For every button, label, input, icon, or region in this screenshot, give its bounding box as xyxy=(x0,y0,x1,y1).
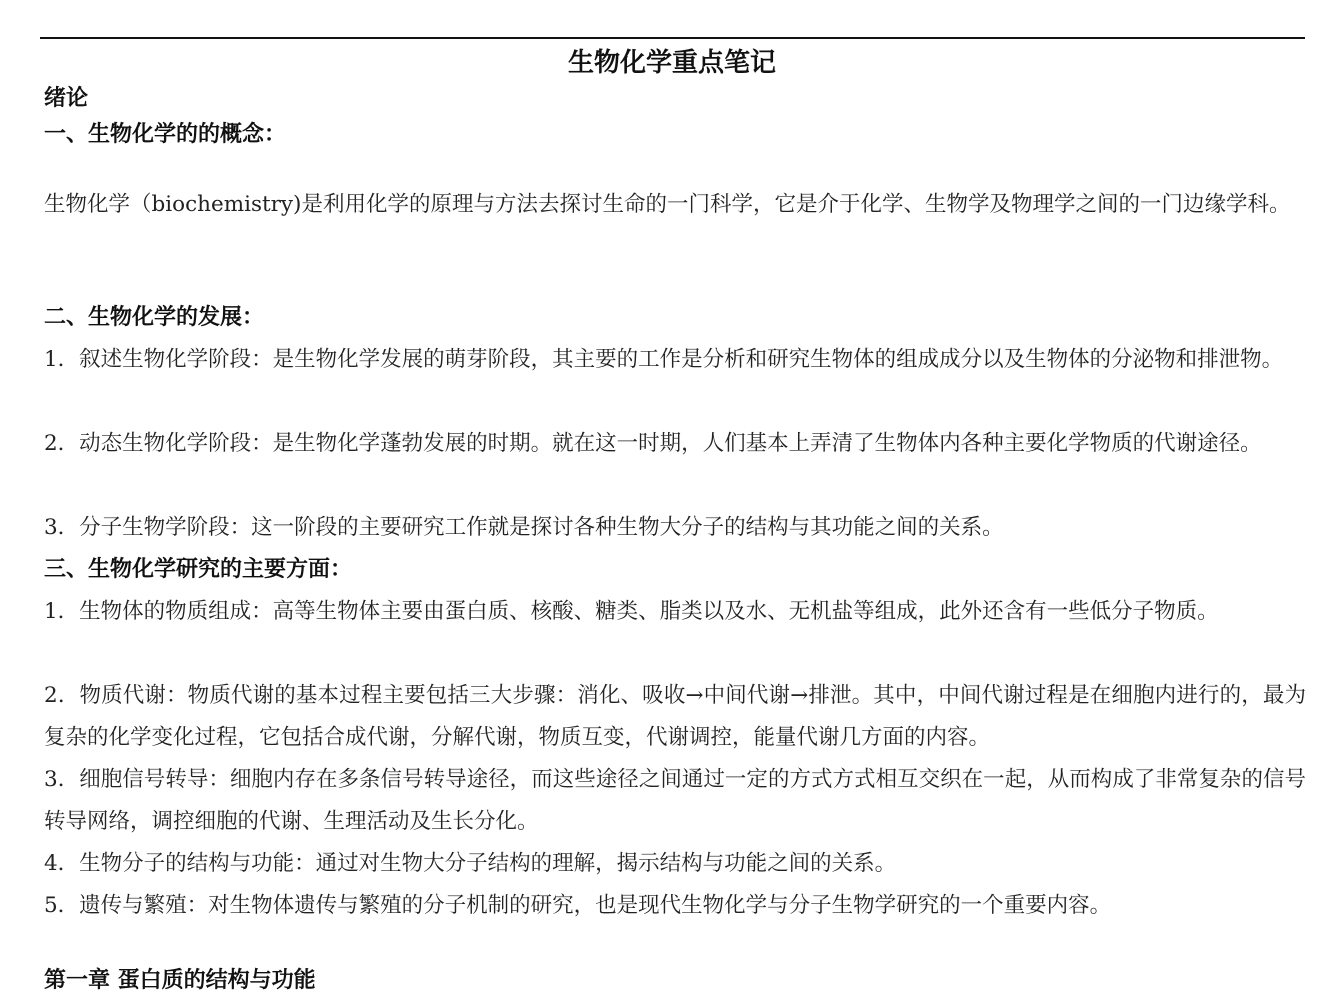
section2-item-1: 1．叙述生物化学阶段：是生物化学发展的萌芽阶段，其主要的工作是分析和研究生物体的组成成分以及生物体的分泌物和排泄物。 xyxy=(44,347,1284,372)
document-title: 生物化学重点笔记 xyxy=(567,48,776,78)
section1-heading: 一、生物化学的的概念： xyxy=(44,122,287,147)
section2-heading: 二、生物化学的发展： xyxy=(44,305,265,330)
section3-item-5: 5．遗传与繁殖：对生物体遗传与繁殖的分子机制的研究，也是现代生物化学与分子生物学研究的一个重要内容。 xyxy=(44,893,1112,918)
section2-item-2: 2．动态生物化学阶段：是生物化学蓬勃发展的时期。就在这一时期，人们基本上弄清了生物体内各种主要化学物质的代谢途径。 xyxy=(44,431,1262,456)
section3-item-2: 2．物质代谢：物质代谢的基本过程主要包括三大步骤：消化、吸收→中间代谢→排泄。其中，中间代谢过程是在细胞内进行的，最为复杂的化学变化过程，它包括合成代谢，分解代谢，物质互变，代谢调控，能量代谢几方面的内容。 xyxy=(44,683,1306,750)
section3-heading: 三、生物化学研究的主要方面： xyxy=(44,557,353,582)
section3-item-3: 3．细胞信号转导：细胞内存在多条信号转导途径，而这些途径之间通过一定的方式方式相互交织在一起，从而构成了非常复杂的信号转导网络，调控细胞的代谢、生理活动及生长分化。 xyxy=(44,767,1306,834)
section2-item-3: 3．分子生物学阶段：这一阶段的主要研究工作就是探讨各种生物大分子的结构与其功能之间的关系。 xyxy=(44,515,1004,540)
chapter1-heading: 第一章 蛋白质的结构与功能 xyxy=(44,968,316,993)
section3-item-4: 4．生物分子的结构与功能：通过对生物大分子结构的理解，揭示结构与功能之间的关系。 xyxy=(44,851,897,876)
section1-paragraph: 生物化学（biochemistry)是利用化学的原理与方法去探讨生命的一门科学，它是介于化学、生物学及物理学之间的一门边缘学科。 xyxy=(44,192,1291,217)
intro-heading: 绪论 xyxy=(44,86,89,111)
section3-item-1: 1．生物体的物质组成：高等生物体主要由蛋白质、核酸、糖类、脂类以及水、无机盐等组成，此外还含有一些低分子物质。 xyxy=(44,599,1219,624)
header-rule xyxy=(40,37,1305,39)
